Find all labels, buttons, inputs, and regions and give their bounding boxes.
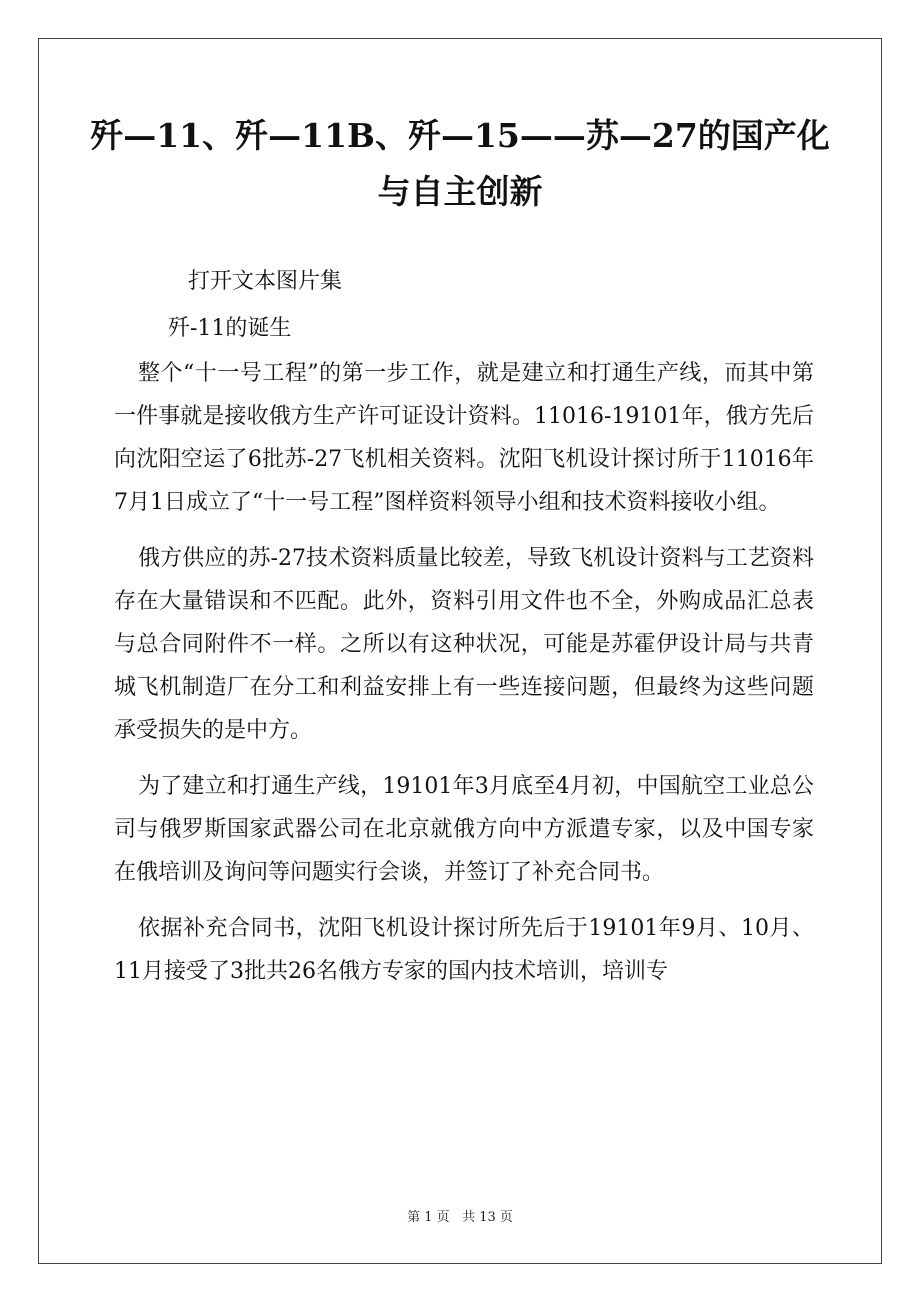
subheading-section: 歼-11的诞生 (168, 316, 292, 341)
paragraph-1: 整个“十一号工程”的第一步工作，就是建立和打通生产线，而其中第一件事就是接收俄方生产许可证设计资料。11016-19101年，俄方先后向沈阳空运了6批苏-27飞机相关资料。沈阳飞机设计探讨所于11016年7月1日成立了“十一号工程”图样资料领导小组和技术资料接收小组。 (114, 361, 814, 515)
paragraph-2: 俄方供应的苏-27技术资料质量比较差，导致飞机设计资料与工艺资料存在大量错误和不匹配。此外，资料引用文件也不全，外购成品汇总表与总合同附件不一样。之所以有这种状况，可能是苏霍伊设计局与共青城飞机制造厂在分工和利益安排上有一些连接问题，但最终为这些问题承受损失的是中方。 (114, 546, 814, 743)
subheading-image-gallery: 打开文本图片集 (188, 269, 343, 294)
page-total: 共 13 页 (462, 1210, 513, 1225)
document-body (114, 260, 814, 1006)
paragraph-3: 为了建立和打通生产线，19101年3月底至4月初，中国航空工业总公司与俄罗斯国家武器公司在北京就俄方向中方派遣专家，以及中国专家在俄培训及询问等问题实行会谈，并签订了补充合同书。 (114, 774, 814, 885)
page-footer (0, 1206, 920, 1225)
title-line-1: 歼—11、歼—11B、歼—15——苏—27的国产化 (90, 116, 830, 155)
page-number: 第 1 页 (407, 1210, 450, 1225)
paragraph-4: 依据补充合同书，沈阳飞机设计探讨所先后于19101年9月、10月、11月接受了3批共26名俄方专家的国内技术培训，培训专 (114, 916, 814, 984)
title-line-2: 与自主创新 (377, 172, 543, 211)
document-title (60, 108, 860, 220)
